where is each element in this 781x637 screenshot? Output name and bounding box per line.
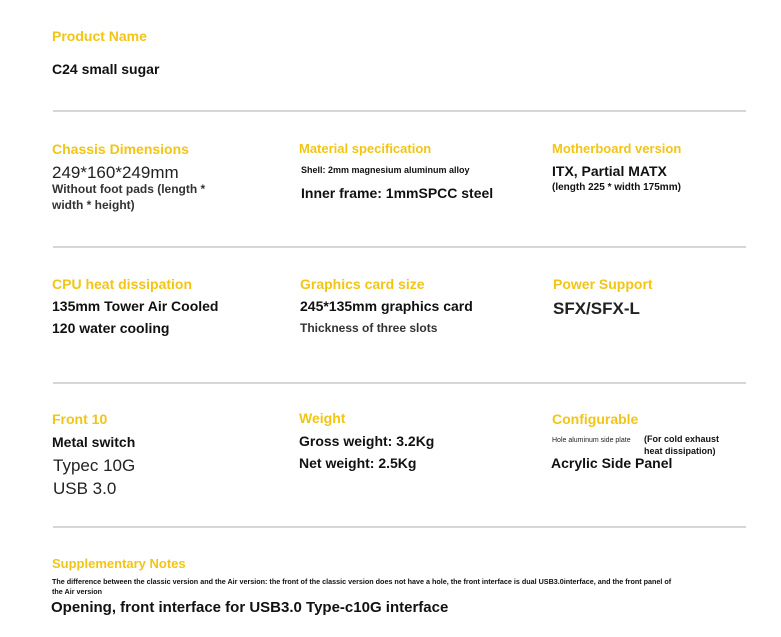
graphics-card-line-2: Thickness of three slots (300, 321, 438, 335)
material-label: Material specification (299, 141, 432, 156)
cpu-heat-label: CPU heat dissipation (52, 276, 193, 292)
front-io-label: Front 10 (52, 411, 108, 427)
cpu-heat-line-1: 135mm Tower Air Cooled (52, 298, 219, 314)
motherboard-value: ITX, Partial MATX (552, 163, 667, 179)
graphics-card-label: Graphics card size (300, 276, 425, 292)
weight-net: Net weight: 2.5Kg (299, 455, 417, 471)
divider (53, 110, 746, 112)
chassis-dimensions-note-1: Without foot pads (length * (52, 182, 206, 196)
configurable-label: Configurable (552, 411, 639, 427)
graphics-card-line-1: 245*135mm graphics card (300, 298, 473, 314)
configurable-plate: Hole aluminum side plate (552, 437, 631, 444)
configurable-panel: Acrylic Side Panel (551, 455, 673, 471)
cpu-heat-line-2: 120 water cooling (52, 320, 170, 336)
chassis-dimensions-label: Chassis Dimensions (52, 141, 189, 157)
weight-gross: Gross weight: 3.2Kg (299, 433, 435, 449)
power-support-value: SFX/SFX-L (553, 299, 640, 318)
material-shell: Shell: 2mm magnesium aluminum alloy (301, 165, 470, 175)
notes-line-2: the Air version (52, 587, 103, 596)
configurable-note-2: heat dissipation) (644, 446, 716, 456)
divider (53, 246, 746, 248)
power-support-label: Power Support (553, 276, 653, 292)
weight-label: Weight (299, 410, 346, 426)
motherboard-label: Motherboard version (552, 141, 682, 156)
notes-line-3: Opening, front interface for USB3.0 Type-c10G interface (51, 599, 449, 616)
chassis-dimensions-value: 249*160*249mm (52, 163, 179, 182)
divider (53, 526, 746, 528)
front-io-line-3: USB 3.0 (53, 479, 117, 498)
supplementary-notes-label: Supplementary Notes (52, 556, 186, 571)
divider (53, 382, 746, 384)
chassis-dimensions-note-2: width * height) (52, 198, 135, 212)
front-io-line-1: Metal switch (52, 434, 136, 450)
front-io-line-2: Typec 10G (53, 456, 136, 475)
material-frame: Inner frame: 1mmSPCC steel (301, 185, 494, 201)
configurable-note-1: (For cold exhaust (644, 434, 720, 444)
notes-line-1: The difference between the classic version and the Air version: the front of the classic version does not have a hole, the front interface is dual USB3.0interface, and the front panel of (52, 577, 672, 586)
product-name-label: Product Name (52, 28, 147, 44)
product-name-value: C24 small sugar (52, 61, 160, 77)
motherboard-note: (length 225 * width 175mm) (552, 182, 681, 193)
